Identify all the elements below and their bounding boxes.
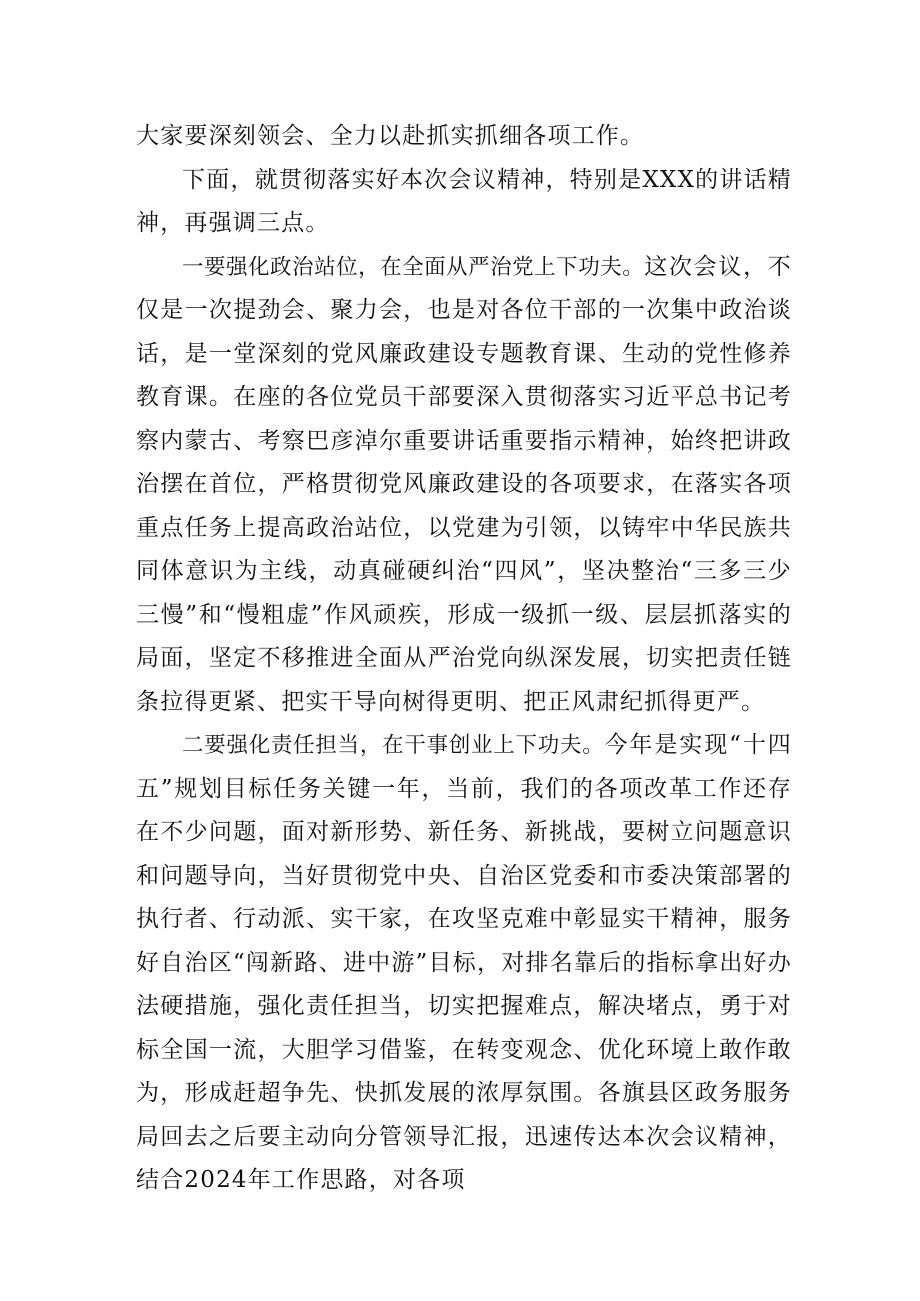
point-one-heading: 一要强化政治站位，在全面从严治党上下功夫。 <box>182 254 645 280</box>
point-two-body: 今年是实现“十四五”规划目标任务关键一年，当前，我们的各项改革工作还存在不少问题，面对新形势、新任务、新挑战，要树立问题意识和问题导向，当好贯彻党中央、自治区党委和市委决策部署的执行者、行动派、实干家，在攻坚克难中彰显实干精神，服务好自治区“闯新路、进中游”目标，对排名靠后的指标拿出好办法硬措施，强化责任担当，切实把握难点，解决堵点，勇于对标全国一流，大胆学习借鉴，在转变观念、优化环境上敢作敢为，形成赶超争先、快抓发展的浓厚氛围。各旗县区政务服务局回去之后要主动向分管领导汇报，迅速传达本次会议精神，结合2024年工作思路，对各项 <box>136 732 792 1193</box>
point-two-heading: 二要强化责任担当，在干事创业上下功夫。 <box>182 733 605 758</box>
paragraph-intro <box>136 159 792 246</box>
point-one-body: 这次会议，不仅是一次提劲会、聚力会，也是对各位干部的一次集中政治谈话，是一堂深刻的党风廉政建设专题教育课、生动的党性修养教育课。在座的各位党员干部要深入贯彻落实习近平总书记考察内蒙古、考察巴彦淖尔重要讲话重要指示精神，始终把讲政治摆在首位，严格贯彻党风廉政建设的各项要求，在落实各项重点任务上提高政治站位，以党建为引领，以铸牢中华民族共同体意识为主线，动真碰硬纠治“四风”，坚决整治“三多三少三慢”和“慢粗虚”作风顽疾，形成一级抓一级、层层抓落实的局面，坚定不移推进全面从严治党向纵深发展，切实把责任链条拉得更紧、把实干导向树得更明、把正风肃纪抓得更严。 <box>136 253 792 715</box>
paragraph-point-one <box>136 246 792 725</box>
paragraph-text: 下面，就贯彻落实好本次会议精神，特别是XXX的讲话精神，再强调三点。 <box>136 166 792 236</box>
document-body <box>136 115 792 1203</box>
paragraph-text: 大家要深刻领会、全力以赴抓实抓细各项工作。 <box>136 123 645 149</box>
paragraph-continuation <box>136 115 792 159</box>
paragraph-point-two <box>136 724 792 1203</box>
